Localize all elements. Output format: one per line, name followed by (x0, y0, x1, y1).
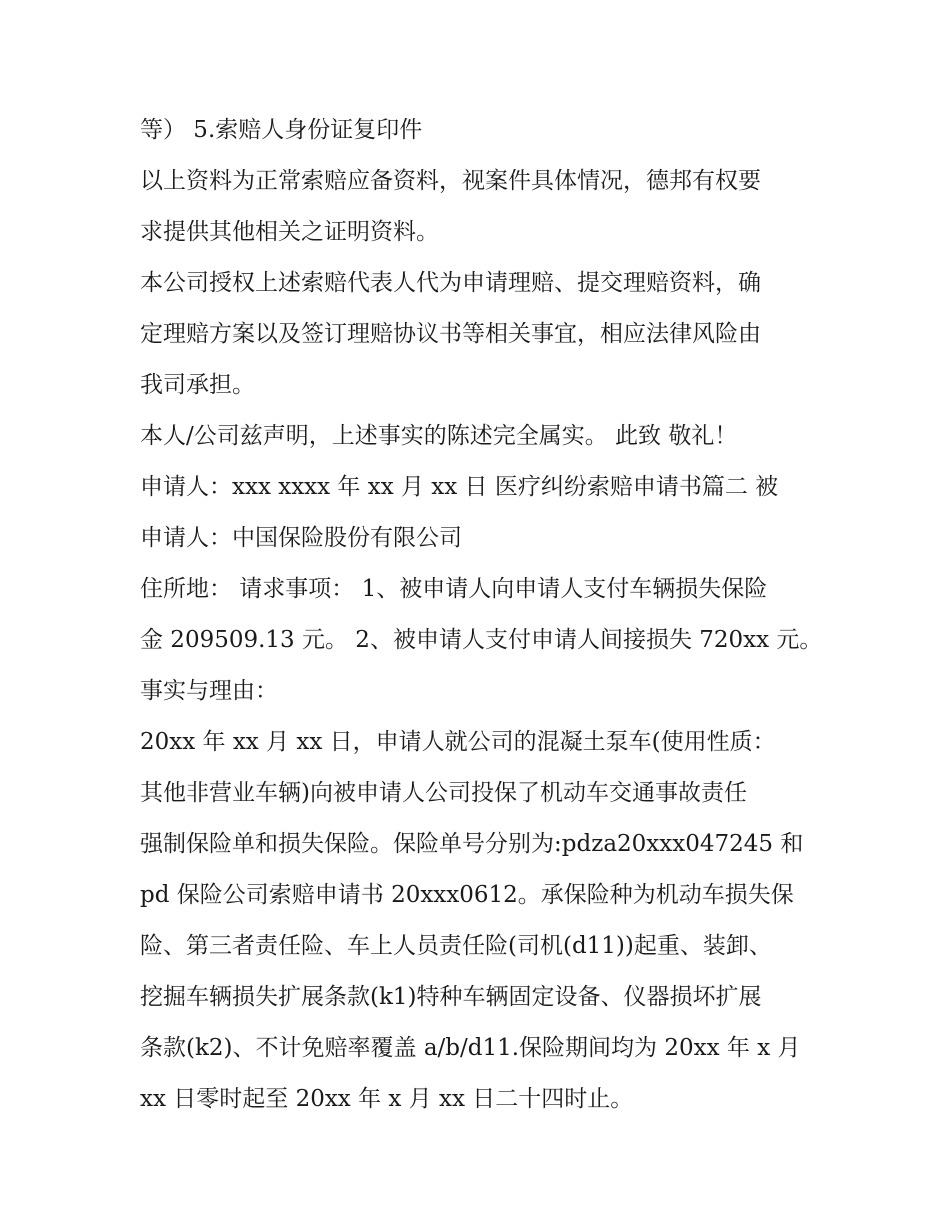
text-line: 强制保险单和损失保险。保险单号分别为:pdza20xxx047245 和 (140, 831, 804, 857)
text-line: 以上资料为正常索赔应备资料，视案件具体情况，德邦有权要 (140, 168, 761, 194)
text-line: 金 209509.13 元。 2、被申请人支付申请人间接损失 720xx 元。 (140, 627, 823, 653)
text-line: 我司承担。 (140, 372, 255, 398)
text-line: 求提供其他相关之证明资料。 (140, 219, 439, 245)
text-line: 条款(k2)、不计免赔率覆盖 a/b/d11.保险期间均为 20xx 年 x 月 (140, 1035, 801, 1061)
text-line: 其他非营业车辆)向被申请人公司投保了机动车交通事故责任 (140, 780, 747, 806)
text-line: pd 保险公司索赔申请书 20xxx0612。承保险种为机动车损失保 (140, 882, 794, 908)
text-line: 险、第三者责任险、车上人员责任险(司机(d11))起重、装卸、 (140, 933, 772, 959)
text-line: xx 日零时起至 20xx 年 x 月 xx 日二十四时止。 (140, 1086, 634, 1112)
text-line: 申请人：xxx xxxx 年 xx 月 xx 日 医疗纠纷索赔申请书篇二 被 (140, 474, 779, 500)
document-body (140, 105, 823, 1125)
text-line: 申请人：中国保险股份有限公司 (140, 525, 462, 551)
text-line: 20xx 年 xx 月 xx 日，申请人就公司的混凝土泵车(使用性质： (140, 729, 776, 755)
text-line: 挖掘车辆损失扩展条款(k1)特种车辆固定设备、仪器损坏扩展 (140, 984, 762, 1010)
text-line: 等） 5.索赔人身份证复印件 (140, 117, 423, 143)
text-line: 定理赔方案以及签订理赔协议书等相关事宜，相应法律风险由 (140, 321, 761, 347)
text-line: 本公司授权上述索赔代表人代为申请理赔、提交理赔资料，确 (140, 270, 761, 296)
text-line: 本人/公司兹声明，上述事实的陈述完全属实。 此致 敬礼！ (140, 423, 738, 449)
text-line: 住所地： 请求事项： 1、被申请人向申请人支付车辆损失保险 (140, 576, 768, 602)
text-line: 事实与理由： (140, 678, 278, 704)
